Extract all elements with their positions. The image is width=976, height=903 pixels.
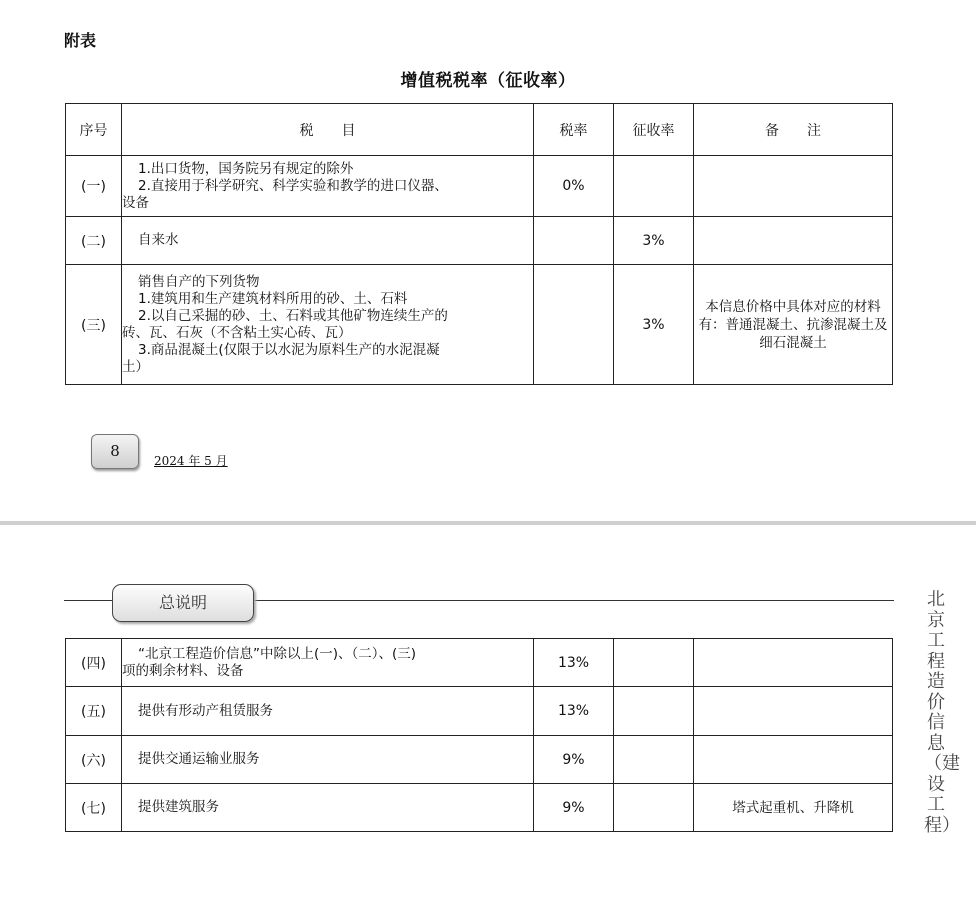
table-row — [66, 784, 893, 832]
table-row — [66, 736, 893, 784]
row-levy: 3% — [614, 217, 694, 265]
row-rate: 13% — [534, 687, 614, 736]
tax-rate-table-top — [65, 103, 893, 385]
page-divider — [0, 521, 976, 525]
row-rate — [534, 265, 614, 385]
header-seq: 序号 — [66, 104, 122, 156]
item-line: 土） — [122, 358, 149, 375]
row-levy — [614, 687, 694, 736]
row-note — [694, 217, 893, 265]
table-title: 增值税税率（征收率） — [400, 71, 576, 91]
row-rate — [534, 217, 614, 265]
row-levy — [614, 736, 694, 784]
publication-date: 2024 年 5 月 — [154, 454, 228, 468]
row-item — [122, 687, 534, 736]
row-seq: (四) — [66, 639, 122, 687]
appendix-heading: 附表 — [64, 31, 97, 50]
row-note: 塔式起重机、升降机 — [694, 784, 893, 832]
row-seq: (一) — [66, 156, 122, 217]
row-levy — [614, 156, 694, 217]
table-row — [66, 639, 893, 687]
row-item — [122, 784, 534, 832]
tax-rate-table-bottom — [65, 638, 893, 832]
header-note: 备 注 — [694, 104, 893, 156]
row-note — [694, 687, 893, 736]
item-line: 项的剩余材料、设备 — [122, 662, 244, 679]
row-item — [122, 736, 534, 784]
item-line: 3.商品混凝土(仅限于以水泥为原料生产的水泥混凝 — [138, 341, 440, 358]
page-number-badge: 8 — [91, 434, 139, 469]
item-line: 提供有形动产租赁服务 — [138, 702, 273, 719]
row-levy — [614, 784, 694, 832]
row-note — [694, 156, 893, 217]
item-line: 提供交通运输业服务 — [138, 751, 260, 767]
table-row — [66, 687, 893, 736]
row-rate: 13% — [534, 639, 614, 687]
item-line: 1.建筑用和生产建筑材料所用的砂、土、石料 — [138, 290, 408, 307]
item-line: 销售自产的下列货物 — [138, 273, 260, 290]
row-item — [122, 265, 534, 385]
row-note — [694, 736, 893, 784]
row-seq: (七) — [66, 784, 122, 832]
row-note: 本信息价格中具体对应的材料有：普通混凝土、抗渗混凝土及细石混凝土 — [694, 265, 893, 385]
item-line: 自来水 — [138, 232, 179, 248]
item-line: 2.以自己采掘的砂、土、石料或其他矿物连续生产的 — [138, 307, 448, 324]
row-levy: 3% — [614, 265, 694, 385]
item-line: 1.出口货物，国务院另有规定的除外 — [138, 160, 354, 177]
header-levy: 征收率 — [614, 104, 694, 156]
header-item: 税 目 — [122, 104, 534, 156]
row-item — [122, 639, 534, 687]
table-row — [66, 265, 893, 385]
side-running-title: 北京工程造价信息（建设工程） — [924, 589, 960, 836]
section-tag: 总说明 — [112, 584, 254, 622]
table-header-row — [66, 104, 893, 156]
row-item — [122, 156, 534, 217]
row-item — [122, 217, 534, 265]
row-seq: (五) — [66, 687, 122, 736]
row-rate: 9% — [534, 736, 614, 784]
row-seq: (三) — [66, 265, 122, 385]
item-line: 砖、瓦、石灰（不含粘土实心砖、瓦） — [122, 324, 352, 341]
item-line: 2.直接用于科学研究、科学实验和教学的进口仪器、 — [138, 177, 448, 194]
table-row — [66, 156, 893, 217]
header-rate: 税率 — [534, 104, 614, 156]
table-row — [66, 217, 893, 265]
row-seq: (六) — [66, 736, 122, 784]
row-rate: 0% — [534, 156, 614, 217]
item-line: 设备 — [122, 194, 149, 211]
item-line: “北京工程造价信息”中除以上(一)、（二）、(三) — [138, 645, 417, 662]
row-levy — [614, 639, 694, 687]
row-note — [694, 639, 893, 687]
row-rate: 9% — [534, 784, 614, 832]
item-line: 提供建筑服务 — [138, 799, 219, 815]
row-seq: (二) — [66, 217, 122, 265]
